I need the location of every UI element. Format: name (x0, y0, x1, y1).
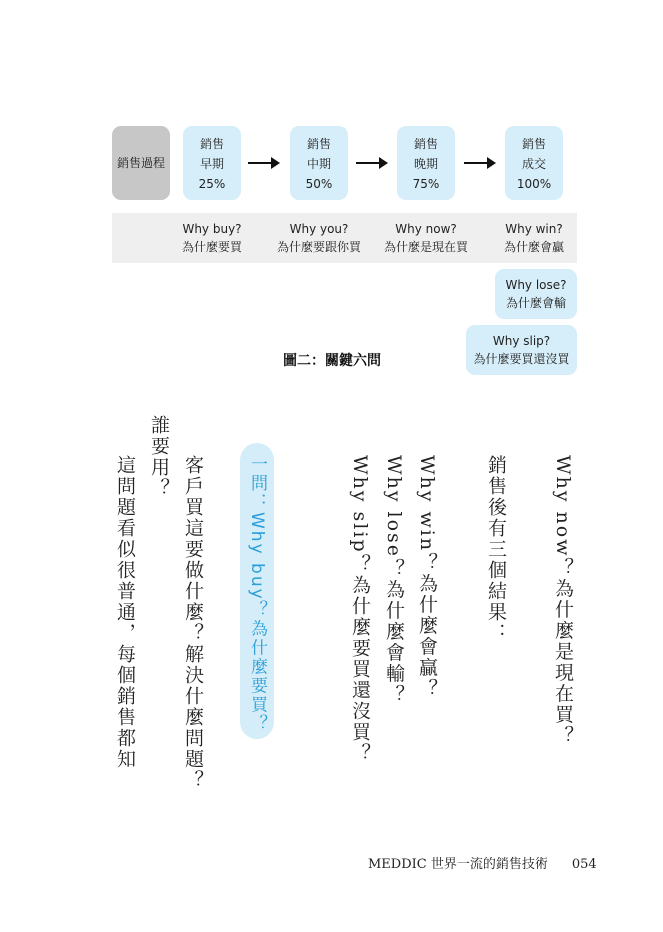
paragraph-line: Why slip？為什麼要買還沒買？ (349, 455, 371, 764)
paragraph-line: Why now？為什麼是現在買？ (552, 455, 574, 747)
question-why-win (479, 220, 589, 256)
stage-phase: 成交 (521, 157, 546, 171)
arrow-right-icon (356, 162, 386, 164)
stage-percent: 25% (198, 177, 226, 191)
question-en: Why buy? (182, 222, 242, 236)
page-number: 054 (571, 857, 597, 872)
question-en: Why win? (505, 222, 563, 236)
question-en: Why you? (289, 222, 349, 236)
paragraph-line: 誰要用？ (148, 415, 170, 499)
stage-phase: 晚期 (413, 157, 438, 171)
question-why-now (371, 220, 481, 256)
stage-middle-box (290, 126, 348, 200)
page-footer (368, 853, 597, 872)
stage-name: 銷售 (306, 137, 331, 151)
stage-early-box (183, 126, 241, 200)
process-label: 銷售過程 (116, 156, 165, 170)
question-zh: 為什麼要買 (181, 240, 242, 254)
question-en: Why slip? (492, 334, 551, 348)
stage-percent: 75% (412, 177, 440, 191)
question-zh: 為什麼會贏 (503, 240, 564, 254)
question-en: Why now? (395, 222, 457, 236)
question-why-slip-box (466, 325, 577, 375)
question-zh: 為什麼是現在買 (383, 240, 468, 254)
paragraph-line: Why lose？為什麼會輸？ (383, 455, 405, 706)
question-zh: 為什麼要買還沒買 (473, 352, 570, 366)
paragraph-line: 銷售後有三個結果： (485, 455, 507, 644)
arrow-right-icon (464, 162, 494, 164)
question-why-buy (157, 220, 267, 256)
stage-phase: 中期 (306, 157, 331, 171)
stage-late-box (397, 126, 455, 200)
stage-close-box (505, 126, 563, 200)
question-why-you (264, 220, 374, 256)
figure-caption: 圖二：關鍵六問 (283, 353, 381, 369)
paragraph-line: 這問題看似很普通，每個銷售都知 (114, 455, 136, 770)
stage-name: 銷售 (413, 137, 438, 151)
paragraph-line: Why win？為什麼會贏？ (416, 455, 438, 700)
section-heading: 一問：Why buy？為什麼要買？ (247, 455, 267, 734)
arrow-right-icon (248, 162, 278, 164)
process-label-box (112, 126, 170, 200)
question-en: Why lose? (505, 278, 567, 292)
book-title: MEDDIC 世界一流的銷售技術 (368, 857, 548, 872)
question-zh: 為什麼要跟你買 (276, 240, 361, 254)
stage-name: 銷售 (521, 137, 546, 151)
stage-phase: 早期 (199, 157, 224, 171)
paragraph-line: 客戶買這要做什麼？解決什麼問題？ (182, 455, 204, 791)
stage-percent: 50% (305, 177, 333, 191)
question-zh: 為什麼會輸 (505, 296, 566, 310)
stage-percent: 100% (516, 177, 552, 191)
question-why-lose-box (495, 269, 577, 319)
stage-name: 銷售 (199, 137, 224, 151)
